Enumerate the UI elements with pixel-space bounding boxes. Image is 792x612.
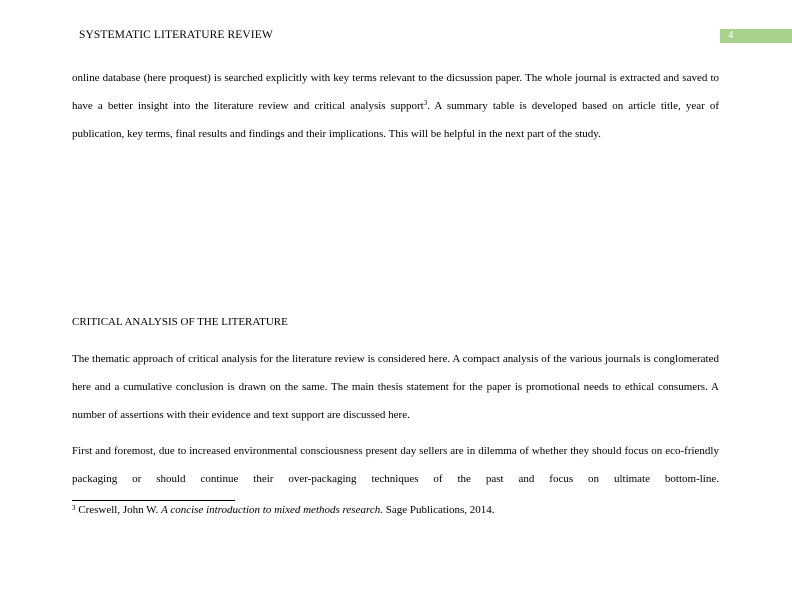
paragraph-thematic-approach: The thematic approach of critical analysis for the literature review is considered here. A compact analysis of the various journals is conglomerated here and a cumulative conclusion is drawn on the same. The main thesis statement for the paper is promotional needs to ethical consumers. A number of assertions with their evidence and text support are discussed here. bbox=[72, 353, 719, 421]
footnote-reference[interactable]: 3 bbox=[423, 99, 428, 107]
section-heading: CRITICAL ANALYSIS OF THE LITERATURE bbox=[72, 316, 288, 328]
footnote-title: A concise introduction to mixed methods research bbox=[161, 504, 381, 516]
paragraph-methodology-text-continued: . A summary table is developed based on article title, year of publication, key terms, final results and findings and their implications. This will be helpful in the next part of the study. bbox=[72, 100, 720, 140]
page-number-badge bbox=[720, 29, 792, 43]
paragraph-methodology-text: online database (here proquest) is searched explicitly with key terms relevant to the dicsussion paper. The whole journal is extracted and saved to have a better insight into the literature review and critical analysis support bbox=[72, 72, 719, 112]
footnote-publisher: . Sage Publications, 2014. bbox=[380, 504, 495, 516]
footnote-separator bbox=[72, 500, 235, 501]
footnote-mark: 3 bbox=[72, 504, 76, 512]
paragraph-methodology bbox=[72, 64, 719, 148]
paragraph-first-and-foremost: First and foremost, due to increased environmental consciousness present day sellers are in dilemma of whether they should focus on eco-friendly packaging or should continue their over-packaging techniques of the past and focus on ultimate bottom-line. bbox=[72, 445, 719, 485]
running-header-title: SYSTEMATIC LITERATURE REVIEW bbox=[79, 29, 273, 41]
footnote-author: Creswell, John W. bbox=[75, 504, 162, 516]
footnote bbox=[72, 504, 494, 516]
page-number: 4 bbox=[728, 30, 734, 41]
